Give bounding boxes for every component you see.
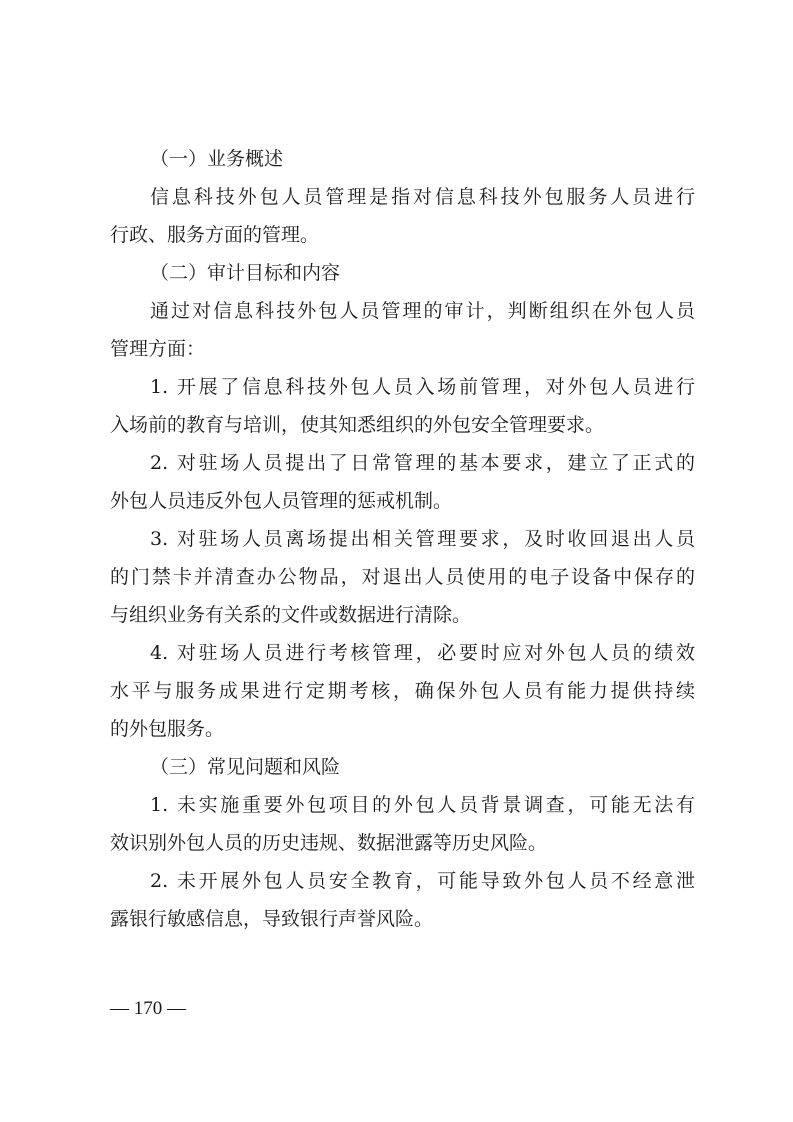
text-line: 信息科技外包人员管理是指对信息科技外包服务人员进行 [150, 186, 695, 208]
text-line: 水平与服务成果进行定期考核，确保外包人员有能力提供持续 [110, 680, 695, 702]
paragraph [110, 368, 695, 444]
paragraph [110, 520, 695, 634]
text-line: 1. 开展了信息科技外包人员入场前管理，对外包人员进行 [150, 376, 695, 398]
section-objectives [110, 254, 695, 748]
text-line: 入场前的教育与培训，使其知悉组织的外包安全管理要求。 [110, 414, 605, 436]
text-line: 外包人员违反外包人员管理的惩戒机制。 [110, 490, 453, 512]
text-line: 的门禁卡并清查办公物品，对退出人员使用的电子设备中保存的 [110, 566, 695, 588]
paragraph [110, 634, 695, 748]
text-line: 管理方面： [110, 338, 206, 360]
text-line: 效识别外包人员的历史违规、数据泄露等历史风险。 [110, 832, 548, 854]
section-heading: （二）审计目标和内容 [150, 262, 341, 284]
paragraph [110, 444, 695, 520]
text-line: 1. 未实施重要外包项目的外包人员背景调查，可能无法有 [150, 794, 695, 816]
paragraph [110, 786, 695, 862]
text-line: 行政、服务方面的管理。 [110, 224, 320, 246]
text-line: 的外包服务。 [110, 718, 225, 740]
section-overview [110, 140, 695, 254]
text-line: 与组织业务有关系的文件或数据进行清除。 [110, 604, 472, 626]
text-line: 通过对信息科技外包人员管理的审计，判断组织在外包人员 [150, 300, 695, 322]
paragraph [110, 178, 695, 254]
text-line: 2. 对驻场人员提出了日常管理的基本要求，建立了正式的 [150, 452, 695, 474]
paragraph [110, 292, 695, 368]
page-number: — 170 — [110, 998, 186, 1019]
section-heading: （一）业务概述 [150, 148, 284, 170]
text-line: 露银行敏感信息，导致银行声誉风险。 [110, 908, 434, 930]
section-risks [110, 748, 695, 938]
document-body [110, 140, 695, 938]
text-line: 2. 未开展外包人员安全教育，可能导致外包人员不经意泄 [150, 870, 695, 892]
section-heading: （三）常见问题和风险 [150, 756, 341, 778]
text-line: 4. 对驻场人员进行考核管理，必要时应对外包人员的绩效 [150, 642, 695, 664]
text-line: 3. 对驻场人员离场提出相关管理要求，及时收回退出人员 [150, 528, 695, 550]
paragraph [110, 862, 695, 938]
